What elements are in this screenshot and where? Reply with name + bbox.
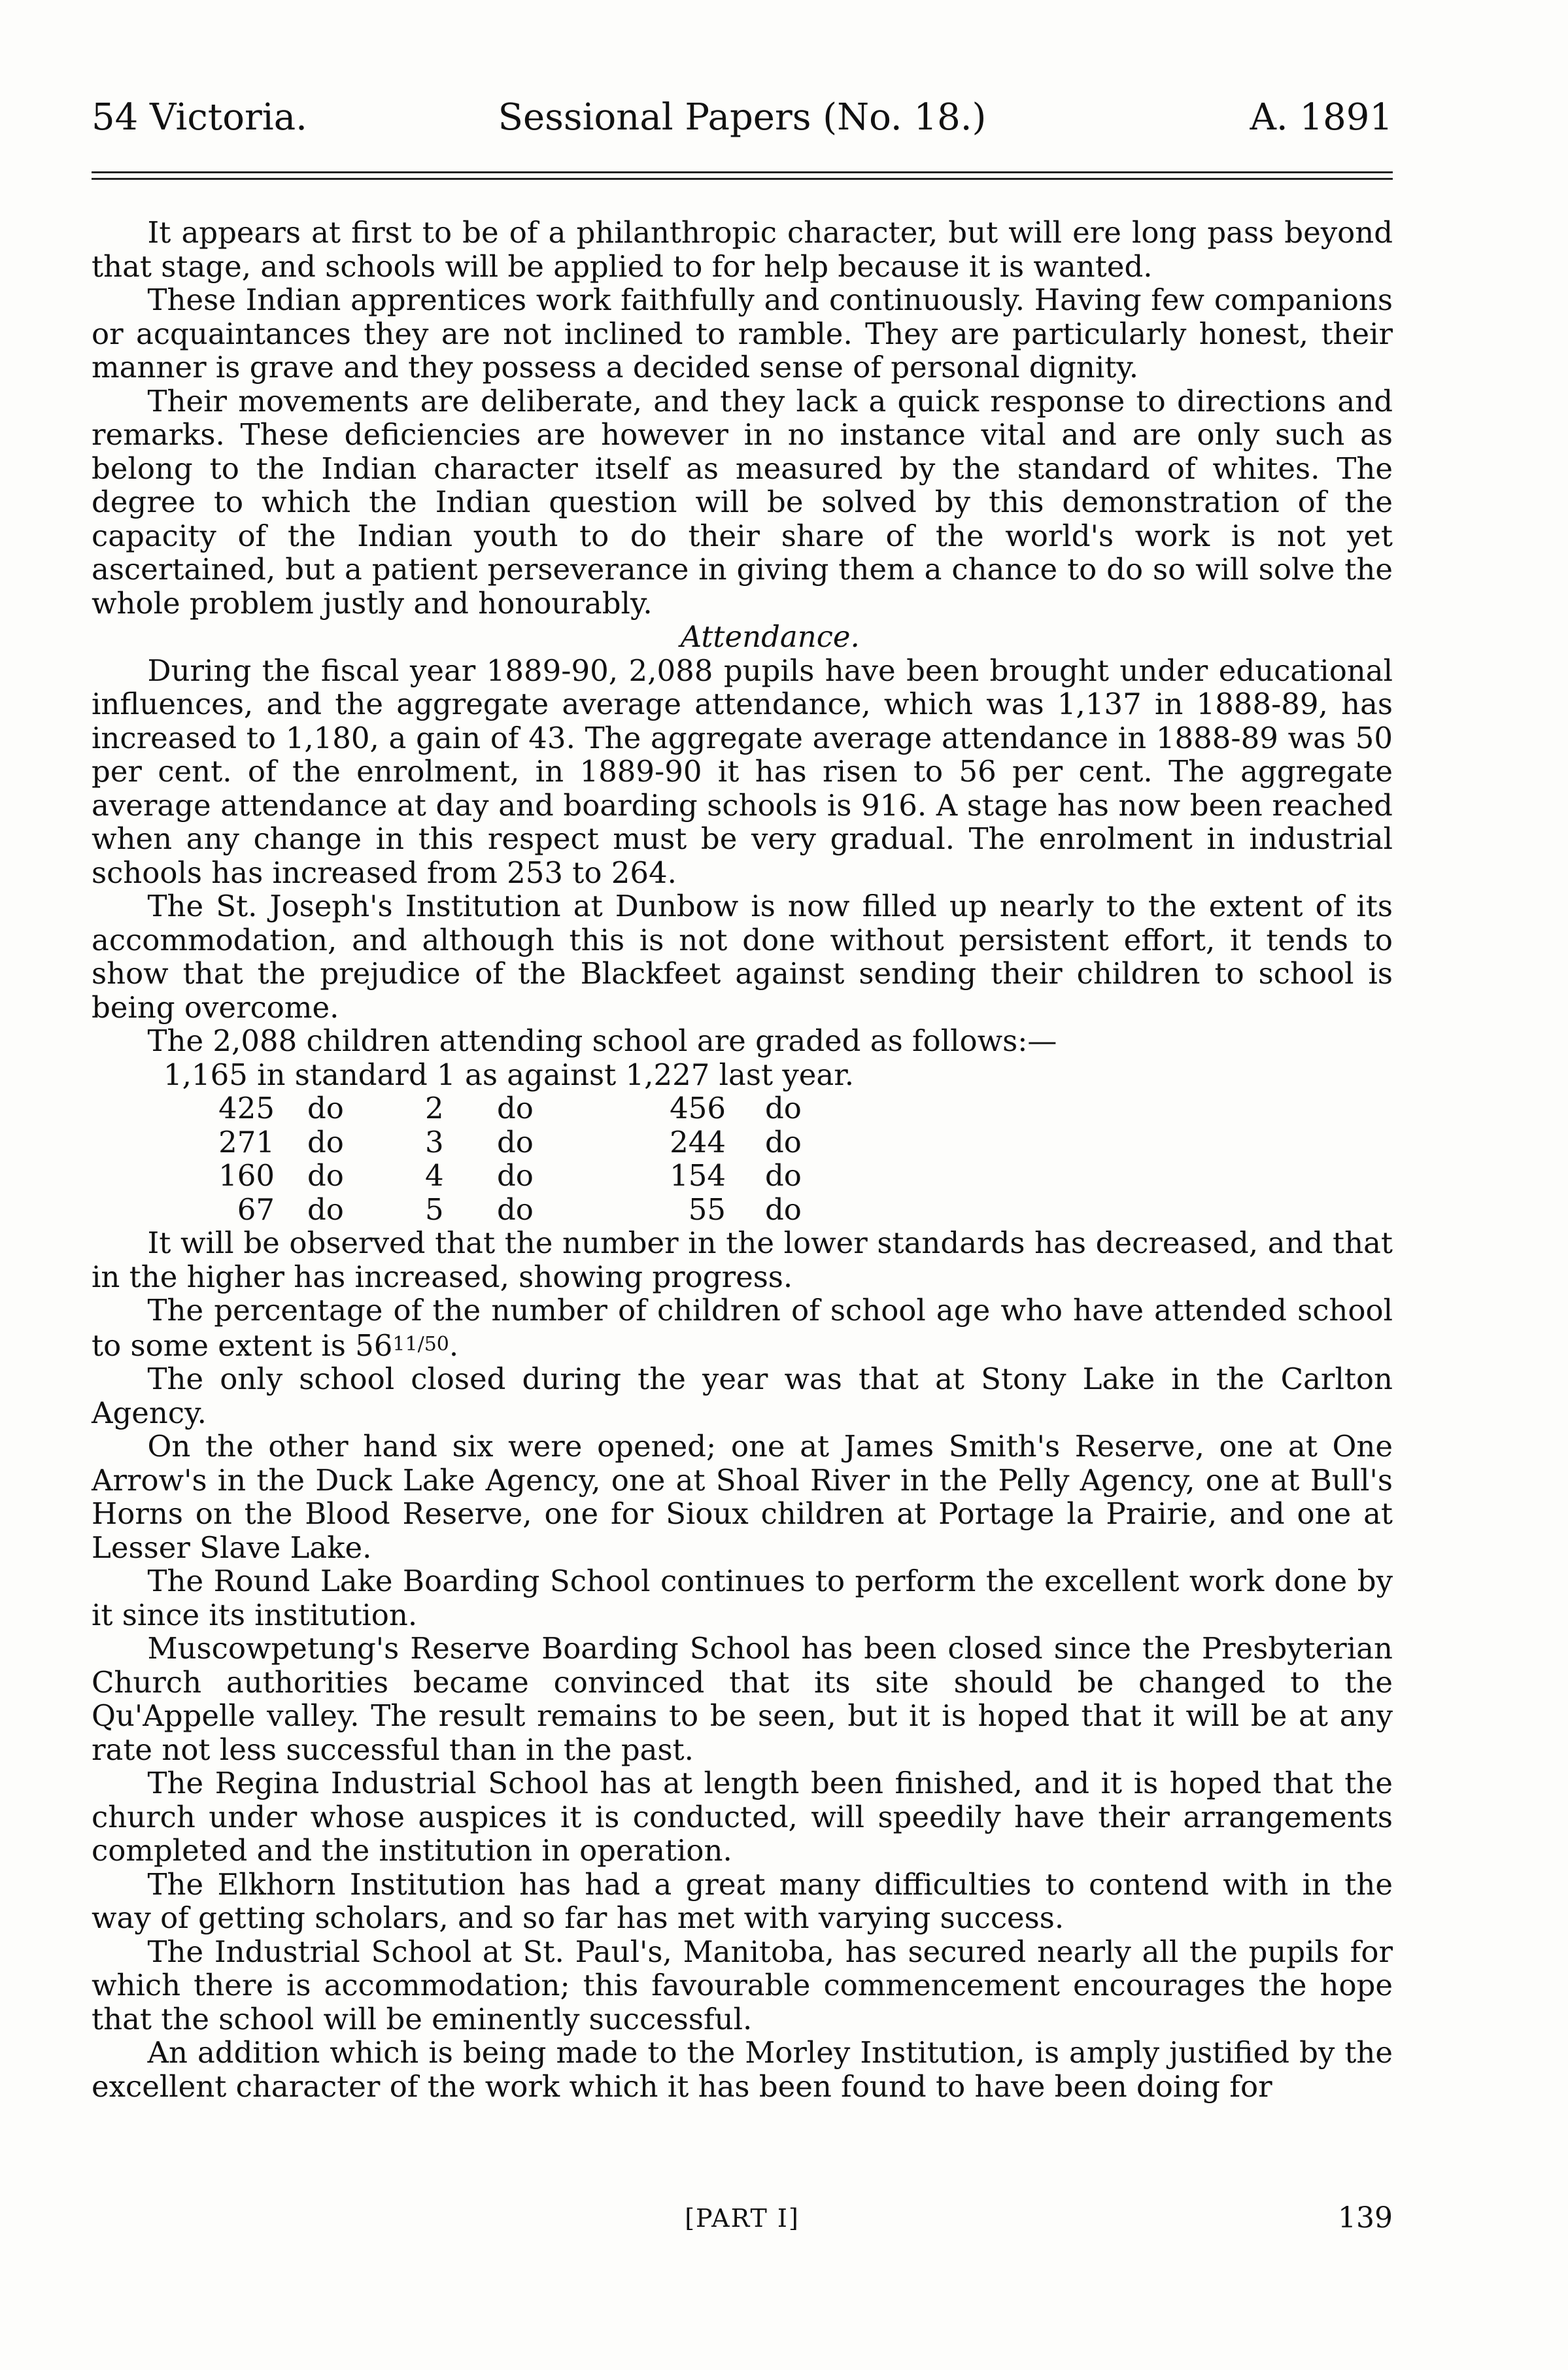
- section-heading: Attendance.: [680, 619, 860, 654]
- paragraph: The Industrial School at St. Paul's, Manitoba, has secured nearly all the pupils for which there is accommodation; this favourable commencement encourages the hope that the school will be eminently successful.: [92, 1934, 1393, 2036]
- grade-last: 244: [670, 1124, 726, 1159]
- grades-first-text: 1,165 in standard 1 as against 1,227 last year.: [163, 1057, 855, 1092]
- paragraph: Their movements are deliberate, and they lack a quick response to directions and remarks. These deficiencies are however in no instance vital and are only such as belong to the Indian character itself as measured by the standard of whites. The degree to which the Indian question will be solved by this demonstration of the capacity of the Indian youth to do their share of the world's work is not yet ascertained, but a patient perseverance in giving them a chance to do so will solve the whole problem justly and honourably.: [92, 383, 1393, 621]
- grade-last: 55: [688, 1192, 726, 1227]
- grade-standard: 2: [425, 1091, 444, 1125]
- grade-label: do: [307, 1158, 344, 1193]
- grade-label: do: [307, 1192, 344, 1227]
- paragraph: During the fiscal year 1889-90, 2,088 pupils have been brought under educational influences, and the aggregate average attendance, which was 1,137 in 1888-89, has increased to 1,180, a gain of 43. The aggregate average attendance in 1888-89 was 50 per cent. of the enrolment, in 1889-90 it has risen to 56 per cent. The aggregate average attendance at day and boarding schools is 916. A stage has now been reached when any change in this respect must be very gradual. The enrolment in industrial schools has increased from 253 to 264.: [92, 653, 1393, 890]
- page-number: 139: [1338, 2201, 1393, 2235]
- grade-last: 456: [670, 1091, 726, 1125]
- grades-first-row: [92, 1058, 1393, 1092]
- grade-suffix: do: [765, 1124, 802, 1159]
- header-title: Sessional Papers (No. 18.): [498, 96, 987, 139]
- grade-suffix: do: [765, 1192, 802, 1227]
- header-rule-bottom: [92, 178, 1393, 180]
- paragraph: The Regina Industrial School has at length been finished, and it is hoped that the church under whose auspices it is conducted, will speedily have their arrangements completed and the institution in operation.: [92, 1766, 1393, 1868]
- paragraph: These Indian apprentices work faithfully and continuously. Having few companions or acquaintances they are not inclined to ramble. They are particularly honest, their manner is grave and they possess a decided sense of personal dignity.: [92, 283, 1393, 385]
- table-row: [92, 1193, 1393, 1227]
- table-row: [92, 1091, 1393, 1125]
- table-row: [92, 1125, 1393, 1159]
- grades-table: [92, 1058, 1393, 1227]
- grade-prep: do: [497, 1124, 534, 1159]
- footer-part: [PART I]: [685, 2204, 800, 2233]
- grade-last: 154: [670, 1158, 726, 1193]
- paragraph: The Round Lake Boarding School continues to perform the excellent work done by it since its institution.: [92, 1564, 1393, 1632]
- percentage-end: .: [449, 1328, 459, 1363]
- paragraph: The 2,088 children attending school are graded as follows:—: [147, 1023, 1057, 1058]
- paragraph: The Elkhorn Institution has had a great many difficulties to contend with in the way of getting scholars, and so far has met with varying success.: [92, 1866, 1393, 1935]
- page-header: [92, 92, 1393, 144]
- header-rule-top: [92, 171, 1393, 173]
- page-footer: [92, 2199, 1393, 2238]
- header-year: A. 1891: [1250, 96, 1393, 139]
- paragraph: It appears at first to be of a philanthropic character, but will ere long pass beyond that stage, and schools will be applied to for help because it is wanted.: [92, 215, 1393, 284]
- paragraph: It will be observed that the number in the lower standards has decreased, and that in the higher has increased, showing progress.: [92, 1226, 1393, 1294]
- paragraph: The only school closed during the year was that at Stony Lake in the Carlton Agency.: [92, 1362, 1393, 1430]
- grade-standard: 5: [425, 1192, 444, 1227]
- grade-count: 67: [237, 1192, 275, 1227]
- percentage-fraction: 11/50: [392, 1332, 449, 1356]
- grade-count: 160: [218, 1158, 275, 1193]
- grade-label: do: [307, 1091, 344, 1125]
- header-volume: 54 Victoria.: [92, 96, 307, 139]
- grade-count: 271: [218, 1124, 275, 1159]
- percentage-text: The percentage of the number of children of school age who have attended school to some extent is 56: [92, 1293, 1393, 1363]
- grade-count: 425: [218, 1091, 275, 1125]
- grade-suffix: do: [765, 1158, 802, 1193]
- grade-label: do: [307, 1124, 344, 1159]
- percentage-paragraph: [92, 1294, 1393, 1362]
- table-row: [92, 1159, 1393, 1193]
- paragraph: The St. Joseph's Institution at Dunbow is now filled up nearly to the extent of its accommodation, and although this is not done without persistent effort, it tends to show that the prejudice of the Blackfeet against sending their children to school is being overcome.: [92, 889, 1393, 1025]
- paragraph: Muscowpetung's Reserve Boarding School has been closed since the Presbyterian Church authorities became convinced that its site should be changed to the Qu'Appelle valley. The result remains to be seen, but it is hoped that it will be at any rate not less successful than in the past.: [92, 1631, 1393, 1767]
- grade-suffix: do: [765, 1091, 802, 1125]
- grade-prep: do: [497, 1192, 534, 1227]
- grade-standard: 3: [425, 1124, 444, 1159]
- grade-prep: do: [497, 1158, 534, 1193]
- paragraph: On the other hand six were opened; one at James Smith's Reserve, one at One Arrow's in the Duck Lake Agency, one at Shoal River in the Pelly Agency, one at Bull's Horns on the Blood Reserve, one for Sioux children at Portage la Prairie, and one at Lesser Slave Lake.: [92, 1429, 1393, 1565]
- grade-standard: 4: [425, 1158, 444, 1193]
- grade-prep: do: [497, 1091, 534, 1125]
- paragraph: An addition which is being made to the Morley Institution, is amply justified by the excellent character of the work which it has been found to have been doing for: [92, 2035, 1393, 2104]
- body-text: [92, 216, 1393, 2103]
